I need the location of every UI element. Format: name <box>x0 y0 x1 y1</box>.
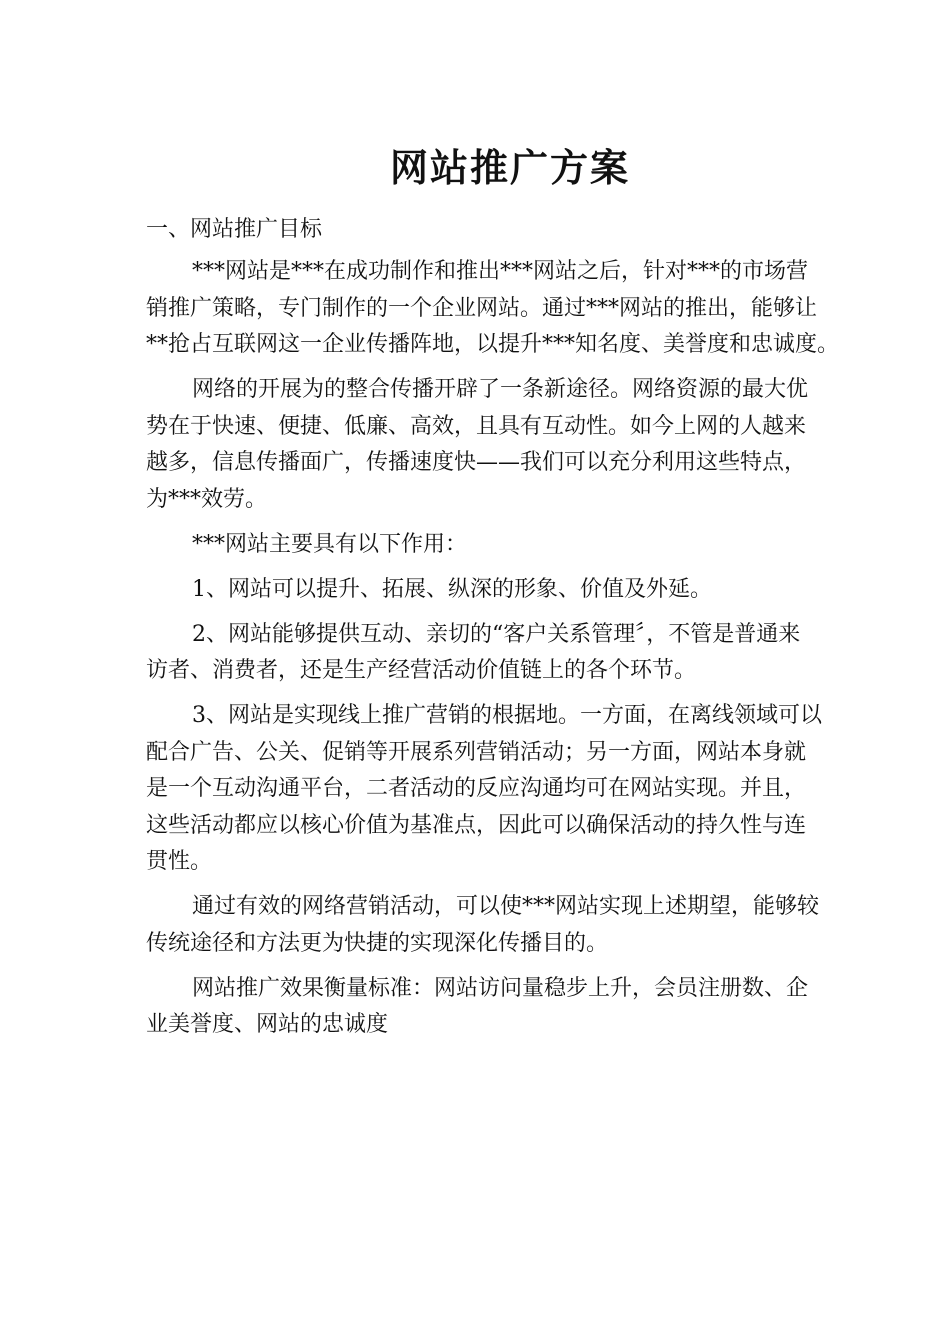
paragraph-functions-intro <box>146 527 886 564</box>
paragraph-network-advantage <box>146 372 886 518</box>
document-title: 网站推广方案 <box>389 145 630 190</box>
paragraph-marketing-goal <box>146 889 886 962</box>
paragraph-line: ***网站主要具有以下作用： <box>192 531 468 557</box>
paragraph-line: 2、网站能够提供互动、亲切的“客户关系管理〞，不管是普通来 <box>192 621 801 647</box>
paragraph-line: 越多，信息传播面广，传播速度快——我们可以充分利用这些特点， <box>146 450 807 475</box>
paragraph-function-1 <box>146 572 886 609</box>
paragraph-line: 通过有效的网络营销活动，可以使***网站实现上述期望，能够较 <box>192 894 820 919</box>
paragraph-function-2 <box>146 617 886 690</box>
paragraph-line: 业美誉度、网站的忠诚度 <box>146 1012 389 1037</box>
paragraph-line: 为***效劳。 <box>146 486 268 512</box>
paragraph-line: 3、网站是实现线上推广营销的根据地。一方面，在离线领域可以 <box>192 703 822 728</box>
paragraph-function-3 <box>146 698 886 881</box>
paragraph-line: 势在于快速、便捷、低廉、高效，且具有互动性。如今上网的人越来 <box>146 413 807 439</box>
paragraph-line: 配合广告、公关、促销等开展系列营销活动；另一方面，网站本身就 <box>146 739 807 765</box>
paragraph-line: 传统途径和方法更为快捷的实现深化传播目的。 <box>146 930 609 956</box>
paragraph-line: 贯性。 <box>146 849 213 874</box>
paragraph-measurement <box>146 971 886 1044</box>
section-heading: 一、网站推广目标 <box>146 217 323 242</box>
paragraph-line: 销推广策略，专门制作的一个企业网站。通过***网站的推出，能够让 <box>146 295 818 321</box>
paragraph-line: 是一个互动沟通平台，二者活动的反应沟通均可在网站实现。并且， <box>146 776 807 801</box>
paragraph-line: 网络的开展为的整合传播开辟了一条新途径。网络资源的最大优 <box>192 377 809 402</box>
paragraph-line: 这些活动都应以核心价值为基准点，因此可以确保活动的持久性与连 <box>146 812 807 838</box>
paragraph-line: ***网站是***在成功制作和推出***网站之后，针对***的市场营 <box>192 259 809 284</box>
paragraph-line: 网站推广效果衡量标准：网站访问量稳步上升，会员注册数、企 <box>192 975 809 1001</box>
paragraph-line: **抢占互联网这一企业传播阵地，以提升***知名度、美誉度和忠诚度。 <box>146 332 840 357</box>
paragraph-line: 访者、消费者，还是生产经营活动价值链上的各个环节。 <box>146 658 697 683</box>
paragraph-intro <box>146 254 886 364</box>
document-body <box>146 254 886 1052</box>
paragraph-line: 1、网站可以提升、拓展、纵深的形象、价值及外延。 <box>192 576 712 602</box>
